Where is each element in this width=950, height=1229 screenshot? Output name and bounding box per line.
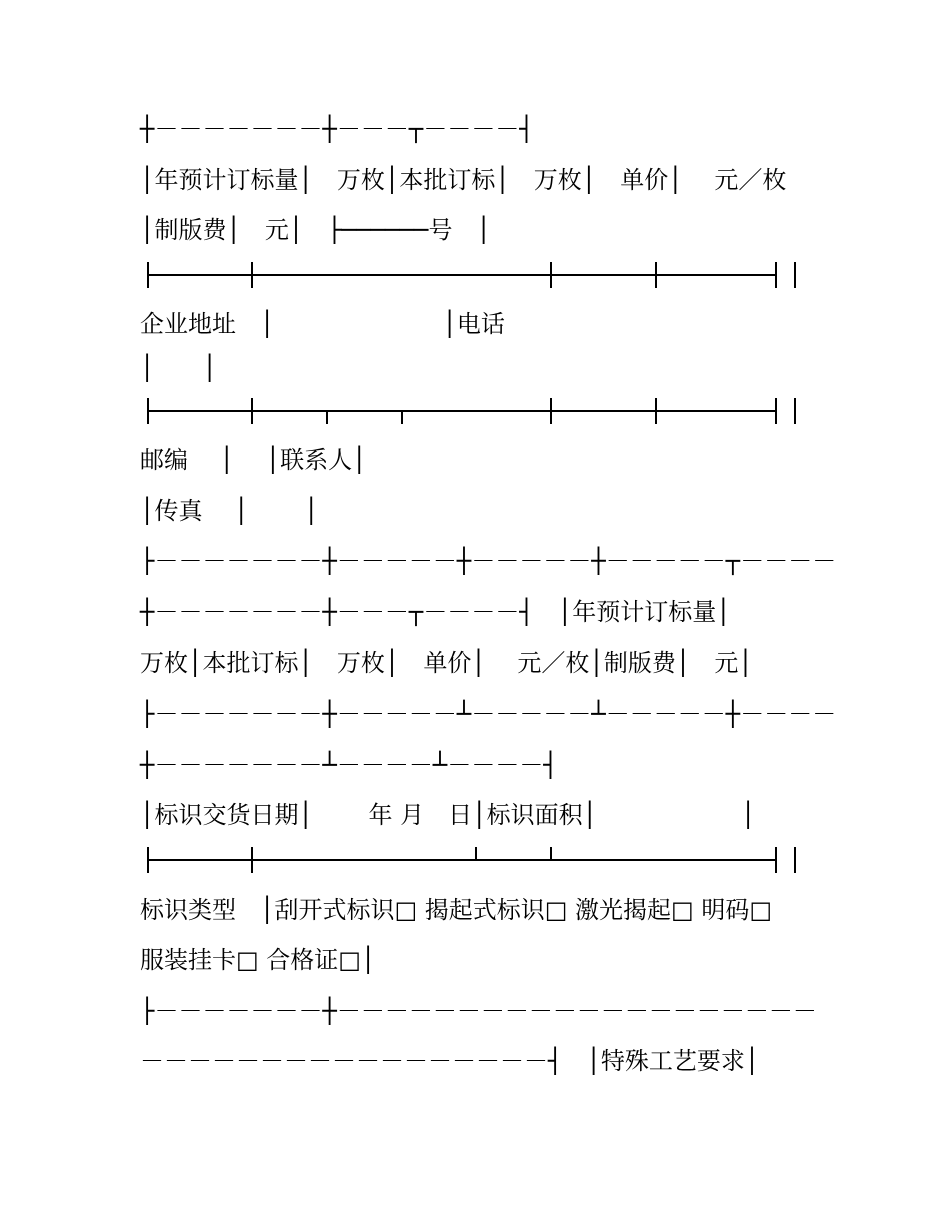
- text-line-17: －－－－－－－－－－－－－－－－－┤ │特殊工艺要求│: [140, 1047, 760, 1075]
- rule-row-1: [148, 262, 795, 288]
- text-line-2: │年预计订标量│ 万枚│本批订标│ 万枚│ 单价│ 元／枚: [140, 166, 787, 194]
- text-line-14: 标识类型 │刮开式标识□ 揭起式标识□ 激光揭起□ 明码□: [140, 896, 773, 924]
- text-line-15: 服装挂卡□ 合格证□│: [140, 946, 376, 974]
- text-line-13: │标识交货日期│ 年 月 日│标识面积│ │: [140, 801, 756, 829]
- text-line-11: ├－－－－－－－┼－－－－－┴－－－－－┴－－－－－┼－－－－: [140, 700, 837, 728]
- text-line-8: ├－－－－－－－┼－－－－－┼－－－－－┼－－－－－┬－－－－: [140, 547, 837, 575]
- text-line-6: 邮编 │ │联系人│: [140, 446, 367, 474]
- rule-row-2: [148, 398, 795, 424]
- text-line-10: 万枚│本批订标│ 万枚│ 单价│ 元／枚│制版费│ 元│: [140, 649, 753, 677]
- text-line-12: ┼－－－－－－－┴－－－－┴－－－－┤: [140, 751, 558, 779]
- text-line-1: ┼－－－－－－－┼－－－┬－－－－┤: [140, 115, 534, 143]
- rule-row-3: [148, 847, 795, 873]
- text-line-16: ├－－－－－－－┼－－－－－－－－－－－－－－－－－－－－: [140, 997, 817, 1025]
- text-line-7: │传真 │ │: [140, 497, 319, 525]
- text-line-9: ┼－－－－－－－┼－－－┬－－－－┤ │年预计订标量│: [140, 598, 731, 626]
- text-line-4: 企业地址 │ │电话: [140, 310, 505, 338]
- text-line-3: │制版费│ 元│ ├──────号 │: [140, 216, 491, 244]
- text-line-5: │ │: [140, 354, 217, 382]
